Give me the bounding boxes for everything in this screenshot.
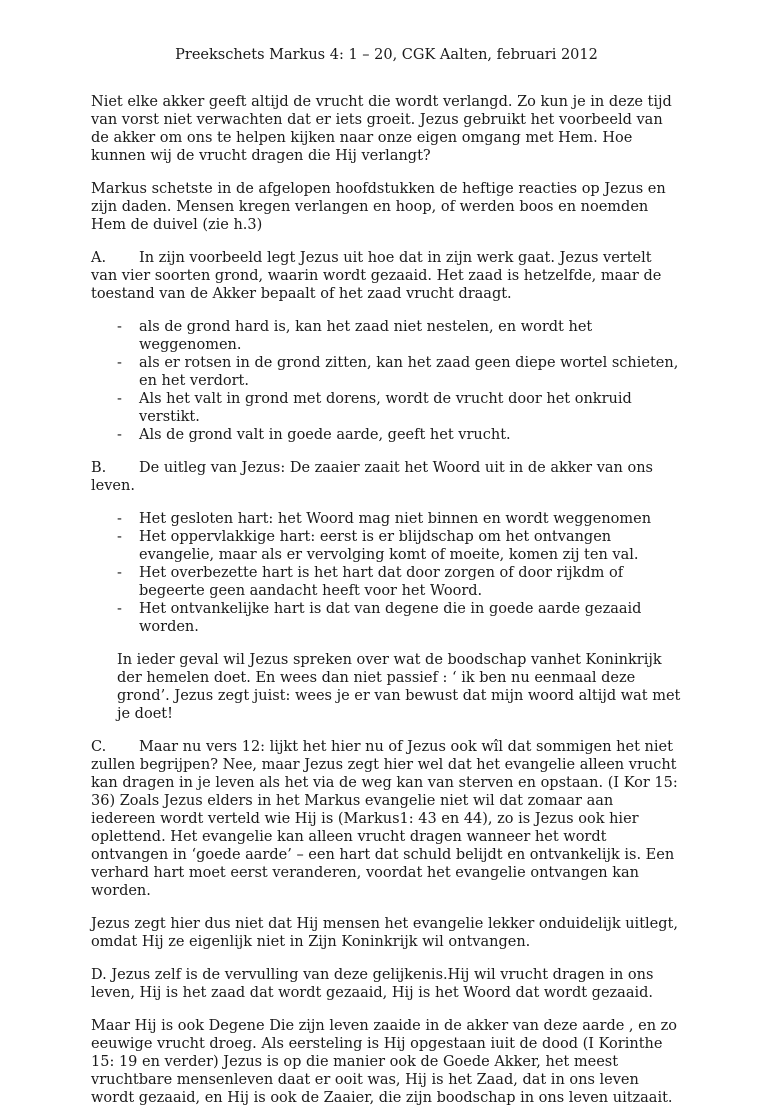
list-item: - Het oppervlakkige hart: eerst is er blijdschap om het ontvangen evangelie, maar als er vervolging komt of moeite, komen zij ten val. bbox=[117, 528, 682, 564]
list-item: - als de grond hard is, kan het zaad niet nestelen, en wordt het weggenomen. bbox=[117, 318, 682, 354]
section-c bbox=[91, 738, 682, 900]
section-b-text: De uitleg van Jezus: De zaaier zaait het Woord uit in de akker van ons leven. bbox=[91, 460, 653, 494]
list-item: - Het overbezette hart is het hart dat door zorgen of door rijkdm of begeerte geen aandacht heeft voor het Woord. bbox=[117, 564, 682, 600]
section-d: D. Jezus zelf is de vervulling van deze gelijkenis.Hij wil vrucht dragen in ons leven, Hij is het zaad dat wordt gezaaid, Hij is het Woord dat wordt gezaaid. bbox=[91, 967, 654, 1001]
list-item: - Als het valt in grond met dorens, wordt de vrucht door het onkruid verstikt. bbox=[117, 390, 682, 426]
section-a-label: A. bbox=[91, 250, 107, 266]
section-b-list bbox=[91, 510, 682, 636]
section-a-text: In zijn voorbeeld legt Jezus uit hoe dat in zijn werk gaat. Jezus vertelt van vier soorten grond, waarin wordt gezaaid. Het zaad is hetzelfde, maar de toestand van de Akker bepaalt of het zaad vrucht draagt. bbox=[91, 250, 662, 302]
context-paragraph: Markus schetste in de afgelopen hoofdstukken de heftige reacties op Jezus en zijn daden. Mensen kregen verlangen en hoop, of werden boos en noemden Hem de duivel (zie h.3) bbox=[91, 181, 666, 233]
list-item: - Het gesloten hart: het Woord mag niet binnen en wordt weggenomen bbox=[117, 510, 682, 528]
section-a bbox=[91, 249, 682, 303]
section-c-label: C. bbox=[91, 739, 107, 755]
section-b-label: B. bbox=[91, 460, 107, 476]
document-title: Preekschets Markus 4: 1 – 20, CGK Aalten, februari 2012 bbox=[175, 47, 598, 63]
list-item: - als er rotsen in de grond zitten, kan het zaad geen diepe wortel schieten, en het verdort. bbox=[117, 354, 682, 390]
intro-paragraph: Niet elke akker geeft altijd de vrucht die wordt verlangd. Zo kun je in deze tijd van vorst niet verwachten dat er iets groeit. Jezus gebruikt het voorbeeld van de akker om ons te helpen kijken naar onze eigen omgang met Hem. Hoe kunnen wij de vrucht dragen die Hij verlangt? bbox=[91, 94, 672, 164]
section-b bbox=[91, 459, 682, 495]
section-c-followup: Jezus zegt hier dus niet dat Hij mensen het evangelie lekker onduidelijk uitlegt, omdat Hij ze eigenlijk niet in Zijn Koninkrijk wil ontvangen. bbox=[91, 916, 678, 950]
section-a-list bbox=[91, 318, 682, 444]
list-item: - Als de grond valt in goede aarde, geeft het vrucht. bbox=[117, 426, 682, 444]
list-item: - Het ontvankelijke hart is dat van degene die in goede aarde gezaaid worden. bbox=[117, 600, 682, 636]
section-b-note: In ieder geval wil Jezus spreken over wat de boodschap vanhet Koninkrijk der hemelen doet. En wees dan niet passief : ‘ ik ben nu eenmaal deze grond’. Jezus zegt juist: wees je er van bewust dat mijn woord altijd wat met je doet! bbox=[117, 652, 681, 722]
section-c-text: Maar nu vers 12: lijkt het hier nu of Jezus ook wîl dat sommigen het niet zullen begrijpen? Nee, maar Jezus zegt hier wel dat het evangelie alleen vrucht kan dragen in je leven als het via de weg kan van sterven en opstaan. (I Kor 15: 36) Zoals Jezus elders in het Markus evangelie niet wil dat zomaar aan iedereen wordt verteld wie Hij is (Markus1: 43 en 44), zo is Jezus ook hier oplettend. Het evangelie kan alleen vrucht dragen wanneer het wordt ontvangen in ‘goede aarde’ – een hart dat schuld belijdt en ontvankelijk is. Een verhard hart moet eerst veranderen, voordat het evangelie ontvangen kan worden. bbox=[91, 739, 678, 899]
closing-paragraph: Maar Hij is ook Degene Die zijn leven zaaide in de akker van deze aarde , en zo eeuwige vrucht droeg. Als eersteling is Hij opgestaan iuit de dood (I Korinthe 15: 19 en verder) Jezus is op die manier ook de Goede Akker, het meest vruchtbare mensenleven daat er ooit was, Hij is het Zaad, dat in ons leven wordt gezaaid, en Hij is ook de Zaaier, die zijn boodschap in ons leven uitzaait. bbox=[91, 1018, 678, 1106]
